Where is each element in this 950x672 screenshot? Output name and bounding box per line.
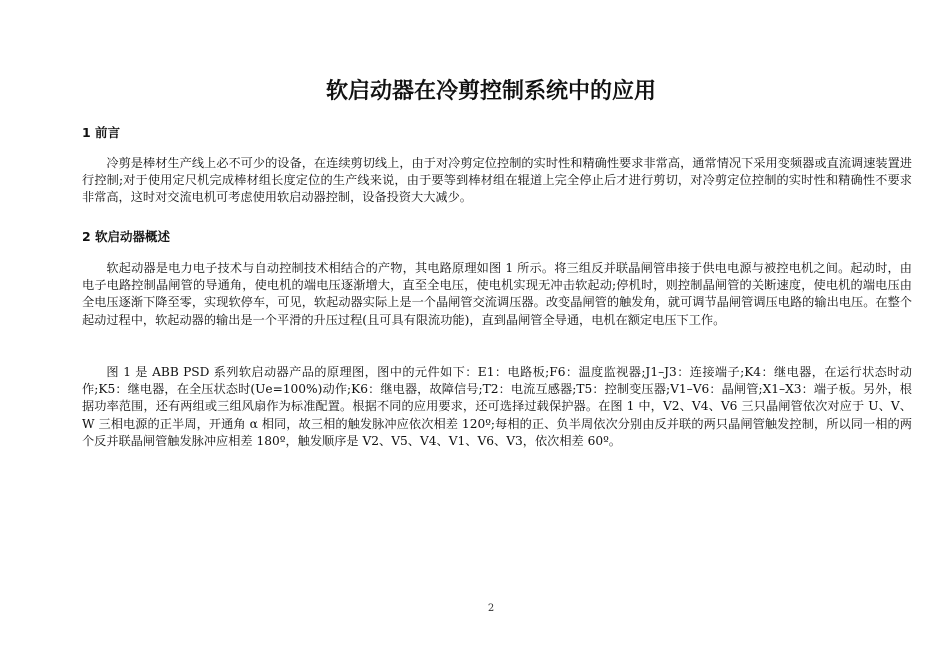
- paragraph-overview-components: 图 1 是 ABB PSD 系列软启动器产品的原理图，图中的元件如下：E1：电路板;F6：温度监视器;J1–J3：连接端子;K4：继电器，在运行状态时动作;K5：继电器，在全压状态时(Ue=100%)动作;K6：继电器，故障信号;T2：电流互感器;T5：控制变压器;V1–V6：晶闸管;X1–X3：端子板。另外，根据功率范围，还有两组或三组风扇作为标准配置。根据不同的应用要求，还可选择过载保护器。在图 1 中，V2、V4、V6 三只晶闸管依次对应于 U、V、W 三相电源的正半周，开通角 α 相同，故三相的触发脉冲应依次相差 120º;每相的正、负半周依次分别由反并联的两只晶闸管触发控制，所以同一相的两个反并联晶闸管触发脉冲应相差 180º，触发顺序是 V2、V5、V4、V1、V6、V3，依次相差 60º。: [82, 365, 912, 448]
- paragraph-overview-principle: 软起动器是电力电子技术与自动控制技术相结合的产物，其电路原理如图 1 所示。将三组反并联晶闸管串接于供电电源与被控电机之间。起动时，由电子电路控制晶闸管的导通角，使电机的端电压逐渐增大，直至全电压，使电机实现无冲击软起动;停机时，则控制晶闸管的关断速度，使电机的端电压由全电压逐渐下降至零，实现软停车，可见，软起动器实际上是一个晶闸管交流调压器。改变晶闸管的触发角，就可调节晶闸管调压电路的输出电压。在整个起动过程中，软起动器的输出是一个平滑的升压过程(且可具有限流功能)，直到晶闸管全导通，电机在额定电压下工作。: [82, 261, 912, 327]
- page-number: 2: [487, 603, 495, 614]
- paragraph-preface: 冷剪是棒材生产线上必不可少的设备，在连续剪切线上，由于对冷剪定位控制的实时性和精确性要求非常高，通常情况下采用变频器或直流调速装置进行控制;对于使用定尺机完成棒材组长度定位的生产线来说，由于要等到棒材组在辊道上完全停止后才进行剪切，对冷剪定位控制的实时性和精确性不要求非常高，这时对交流电机可考虑使用软启动器控制，设备投资大大减少。: [82, 156, 912, 205]
- section-heading-overview: 2 软启动器概述: [82, 229, 171, 244]
- document-title: 软启动器在冷剪控制系统中的应用: [325, 79, 656, 104]
- section-heading-preface: 1 前言: [82, 125, 121, 140]
